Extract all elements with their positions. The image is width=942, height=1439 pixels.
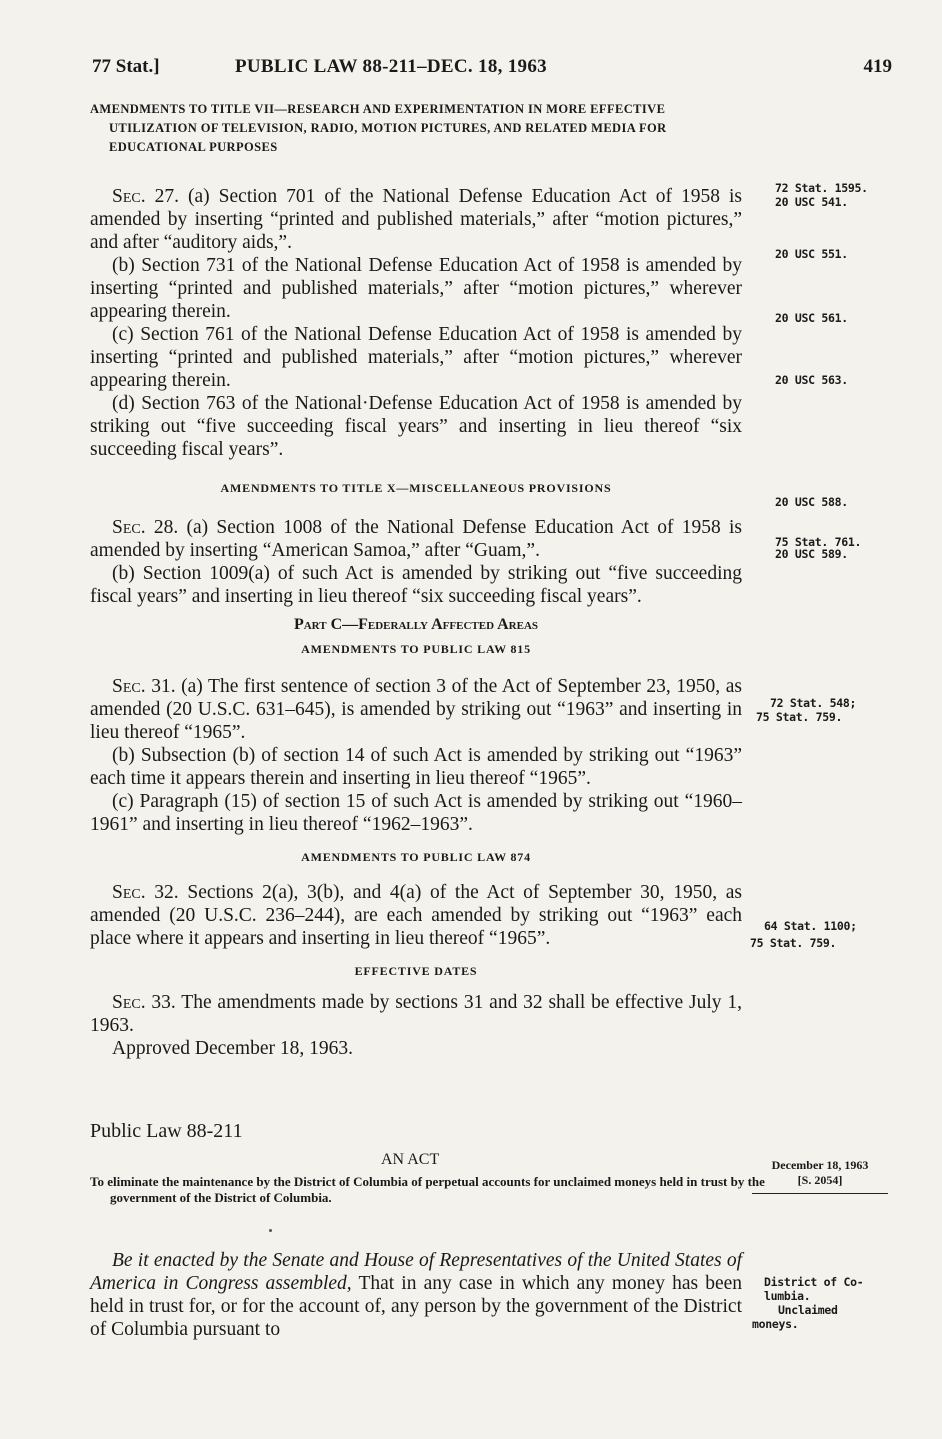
heading-title-vii: AMENDMENTS TO TITLE VII—RESEARCH AND EXPERIMENTATION IN MORE EFFECTIVE UTILIZATION OF TELEVISION, RADIO, MOTION PICTURES, AND RELATED MEDIA FOR EDUCATIONAL PURPOSES	[90, 102, 667, 154]
heading-effective-dates: EFFECTIVE DATES	[354, 964, 478, 978]
page-number: 419	[863, 56, 892, 77]
section-31a: Sec. 31. (a) The first sentence of section 3 of the Act of September 23, 1950, as amended (20 U.S.C. 631–645), is amended by striking out “1963” and inserting in lieu thereof “1965”.	[90, 676, 742, 743]
margin-note: District of Co-	[764, 1275, 864, 1289]
margin-note: 75 Stat. 759.	[756, 710, 843, 724]
heading-pl-874: AMENDMENTS TO PUBLIC LAW 874	[301, 850, 531, 864]
page-header	[92, 56, 892, 86]
section-label: Sec. 33.	[112, 992, 176, 1013]
section-28a: Sec. 28. (a) Section 1008 of the National Defense Education Act of 1958 is amended by inserting “American Samoa,” after “Guam,”.	[90, 517, 742, 561]
main-text	[90, 100, 742, 1060]
enacting-formula: Be it enacted by the Senate and House of Representatives of the United States of America in Congress assembled,	[90, 1250, 742, 1294]
section-label: Sec. 28.	[112, 517, 179, 538]
section-28b: (b) Section 1009(a) of such Act is amended by striking out “five succeeding fiscal years” and inserting in lieu thereof “six succeeding fiscal years”.	[90, 563, 742, 607]
margin-note: moneys.	[752, 1317, 799, 1331]
header-law-title: PUBLIC LAW 88-211–DEC. 18, 1963	[235, 56, 547, 77]
section-label: Sec. 27.	[112, 186, 179, 207]
enacting-clause	[90, 1249, 742, 1341]
margin-note: 20 USC 561.	[775, 311, 848, 325]
margin-note: 72 Stat. 1595.	[775, 181, 868, 195]
heading-pl-815: AMENDMENTS TO PUBLIC LAW 815	[301, 642, 531, 656]
heading-part-c: Part C—Federally Affected Areas	[293, 616, 539, 633]
section-label: Sec. 32.	[112, 882, 179, 903]
section-27a: Sec. 27. (a) Section 701 of the National Defense Education Act of 1958 is amended by inserting “printed and published materials,” after “motion pictures,” and after “auditory aids,”.	[90, 186, 742, 253]
section-31b: (b) Subsection (b) of section 14 of such Act is amended by striking out “1963” each time it appears therein and inserting in lieu thereof “1965”.	[90, 745, 742, 789]
section-33: Sec. 33. The amendments made by sections 31 and 32 shall be effective July 1, 1963.	[90, 992, 742, 1036]
section-32: Sec. 32. Sections 2(a), 3(b), and 4(a) of the Act of September 30, 1950, as amended (20 U.S.C. 236–244), are each amended by striking out “1963” each place where it appears and inserting in lieu thereof “1965”.	[90, 882, 742, 949]
enactment-date	[750, 1158, 890, 1188]
stray-mark	[269, 1229, 272, 1232]
margin-note: 75 Stat. 759.	[750, 936, 837, 950]
enacting-text: That in any case in which any money has been held in trust for, or for the account of, any person by the government of the District of Columbia pursuant to	[90, 1273, 742, 1340]
section-31c: (c) Paragraph (15) of section 15 of such Act is amended by striking out “1960–1961” and inserting in lieu thereof “1962–1963”.	[90, 791, 742, 835]
bill-number: [S. 2054]	[797, 1173, 843, 1187]
margin-note: 20 USC 563.	[775, 373, 848, 387]
divider-rule	[752, 1193, 888, 1194]
margin-note: 75 Stat. 761.	[775, 535, 862, 549]
date-text: December 18, 1963	[771, 1158, 869, 1172]
margin-note: lumbia.	[764, 1289, 811, 1303]
margin-note: 72 Stat. 548;	[770, 696, 857, 710]
margin-note: Unclaimed	[778, 1303, 838, 1317]
section-27b: (b) Section 731 of the National Defense Education Act of 1958 is amended by inserting “printed and published materials,” after “motion pictures,” wherever appearing therein.	[90, 255, 742, 322]
margin-note: 20 USC 541.	[775, 195, 848, 209]
public-law-label: Public Law 88-211	[90, 1120, 243, 1142]
heading-title-x: AMENDMENTS TO TITLE X—MISCELLANEOUS PROVISIONS	[220, 481, 612, 495]
margin-note: 20 USC 551.	[775, 247, 848, 261]
margin-note: 20 USC 589.	[775, 547, 848, 561]
header-volume: 77 Stat.]	[92, 56, 160, 77]
margin-note: 20 USC 588.	[775, 495, 848, 509]
act-title: AN ACT	[381, 1151, 440, 1168]
margin-note: 64 Stat. 1100;	[764, 919, 857, 933]
approval-date: Approved December 18, 1963.	[112, 1038, 353, 1059]
section-27c: (c) Section 761 of the National Defense Education Act of 1958 is amended by inserting “printed and published materials,” after “motion pictures,” wherever appearing therein.	[90, 324, 742, 391]
section-27d: (d) Section 763 of the National·Defense Education Act of 1958 is amended by striking out “five succeeding fiscal years” and inserting in lieu thereof “six succeeding fiscal years”.	[90, 393, 742, 460]
act-description: To eliminate the maintenance by the District of Columbia of perpetual accounts for unclaimed moneys held in trust by the government of the District of Columbia.	[90, 1174, 765, 1205]
section-label: Sec. 31.	[112, 676, 176, 697]
